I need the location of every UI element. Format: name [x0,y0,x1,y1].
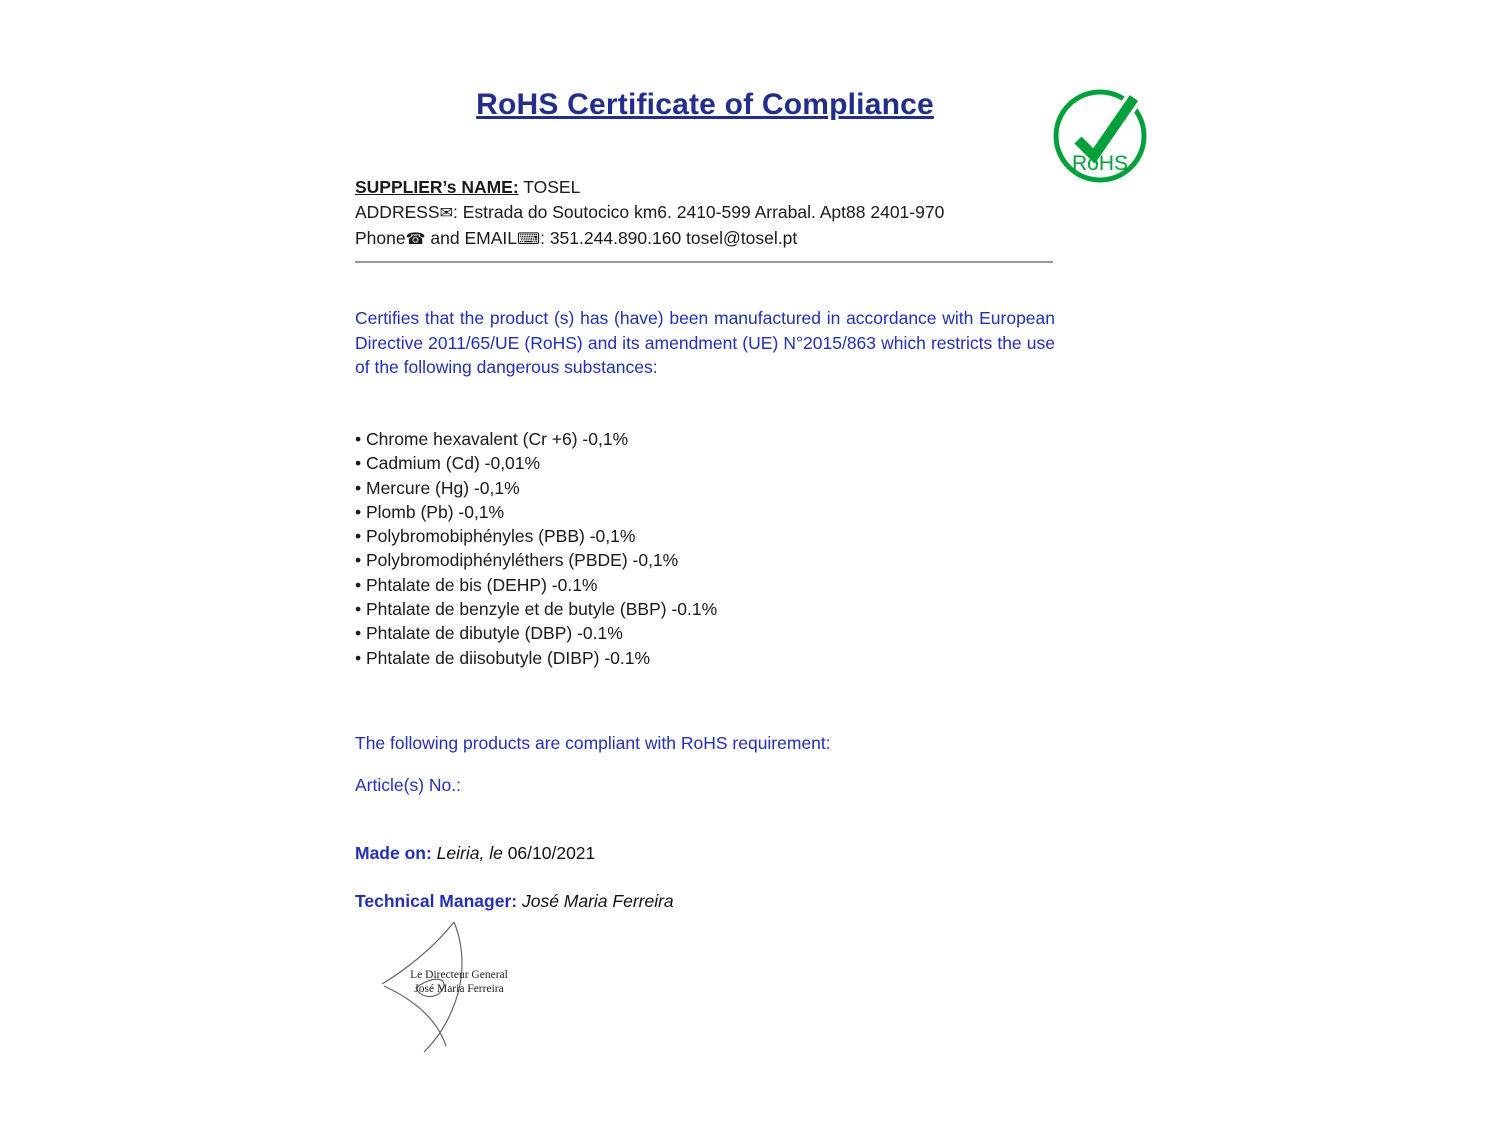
signature [358,918,568,1068]
made-on-line [355,843,595,864]
contact-value: : 351.244.890.160 tosel@tosel.pt [540,228,798,248]
document-title: RoHS Certificate of Compliance [476,88,934,121]
rohs-logo [1050,84,1150,184]
substance-item: • Cadmium (Cd) -0,01% [355,451,717,475]
substance-item: • Phtalate de diisobutyle (DIBP) -0.1% [355,646,717,670]
computer-icon: ⌨ [517,231,541,248]
technical-manager-value: José Maria Ferreira [517,891,674,911]
substance-item: • Polybromodiphényléthers (PBDE) -0,1% [355,548,717,572]
substance-item: • Phtalate de benzyle et de butyle (BBP) -0.1% [355,597,717,621]
substance-item: • Phtalate de dibutyle (DBP) -0.1% [355,621,717,645]
supplier-name-line [355,175,944,200]
supplier-name-label: SUPPLIER’s NAME: [355,177,519,197]
envelope-icon: ✉ [439,204,454,222]
made-on-label: Made on: [355,843,432,863]
articles-label: Article(s) No.: [355,775,461,795]
horizontal-divider [355,261,1053,263]
substance-item: • Polybromobiphényles (PBB) -0,1% [355,524,717,548]
logo-label: RoHS [1071,152,1129,175]
substances-list [355,427,717,670]
made-on-date: 06/10/2021 [507,843,596,863]
rohs-logo-graphic [1050,84,1150,184]
substance-item: • Plomb (Pb) -0,1% [355,500,717,524]
certifies-paragraph: Certifies that the product (s) has (have) been manufactured in accordance with European Directive 2011/65/UE (RoHS) and its amendment (UE) N°2015/863 which restricts the use of the following dangerous substances: [355,308,1055,377]
signature-name-text: José Maria Ferreira [414,983,504,995]
supplier-block [355,175,944,253]
substance-item: • Phtalate de bis (DEHP) -0.1% [355,573,717,597]
supplier-name-value: TOSEL [518,177,581,197]
compliance-statement: The following products are compliant with RoHS requirement: [355,733,831,753]
supplier-address-line [355,200,944,227]
address-value: : Estrada do Soutocico km6. 2410-599 Arrabal. Apt88 2401-970 [453,201,945,222]
substance-item: • Mercure (Hg) -0,1% [355,476,717,500]
phone-icon: ☎ [405,231,426,248]
signature-title-text: Le Directeur General [410,969,508,981]
substance-item: • Chrome hexavalent (Cr +6) -0,1% [355,427,717,451]
supplier-contact-line [355,226,944,253]
address-label: ADDRESS [355,201,440,222]
made-on-place: Leiria, le [431,843,508,863]
email-label: and EMAIL [425,228,517,248]
technical-manager-line [355,891,674,912]
phone-label: Phone [355,228,406,248]
technical-manager-label: Technical Manager: [355,891,518,911]
